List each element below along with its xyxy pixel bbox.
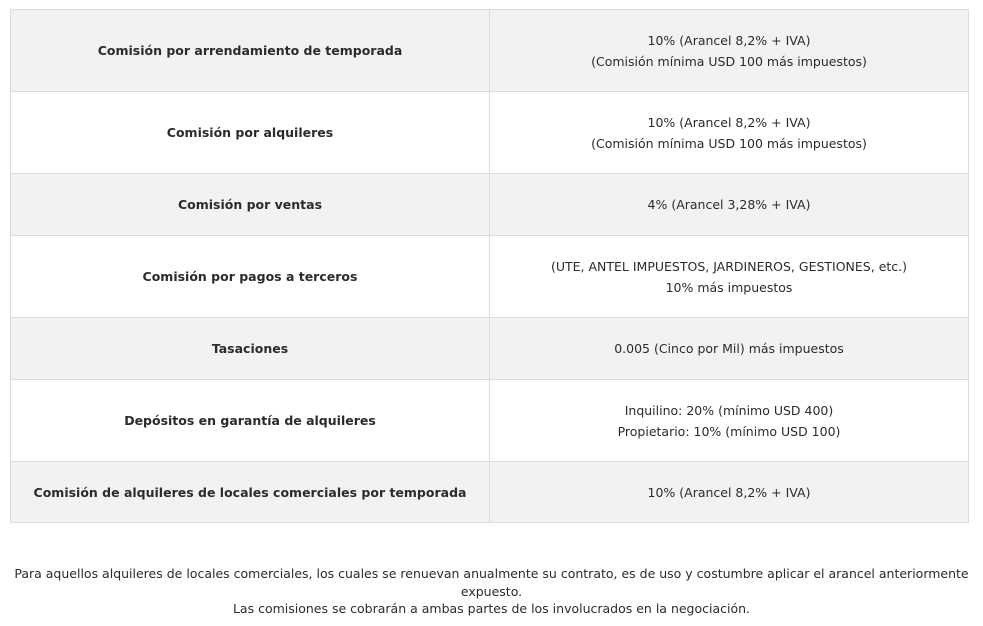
fee-value-line: (Comisión mínima USD 100 más impuestos) (591, 53, 867, 69)
table-row (11, 92, 969, 174)
fee-value (490, 462, 969, 523)
fee-value (490, 174, 969, 236)
fee-value-line: 4% (Arancel 3,28% + IVA) (647, 197, 811, 212)
table-row (11, 10, 969, 92)
fee-label: Comisión por pagos a terceros (11, 236, 490, 318)
fee-value-line: 10% (Arancel 8,2% + IVA) (647, 484, 811, 500)
table-row (11, 380, 969, 462)
note-commercial-leases: Para aquellos alquileres de locales comerciales, los cuales se renuevan anualmente su contrato, es de uso y costumbre aplicar el arancel anteriormente expuesto. (14, 566, 969, 599)
table-row (11, 318, 969, 380)
fee-value (490, 380, 969, 462)
fee-value (490, 10, 969, 92)
fees-table (10, 9, 969, 523)
fee-value-line: 10% (Arancel 8,2% + IVA) (647, 114, 811, 130)
note-both-parties: Las comisiones se cobrarán a ambas partes de los involucrados en la negociación. (232, 601, 751, 616)
fee-label: Comisión por arrendamiento de temporada (11, 10, 490, 92)
fee-value-line: (UTE, ANTEL IMPUESTOS, JARDINEROS, GESTIONES, etc.) (550, 258, 908, 274)
fee-label: Comisión por ventas (11, 174, 490, 236)
table-row (11, 174, 969, 236)
table-row (11, 236, 969, 318)
fee-label: Depósitos en garantía de alquileres (11, 380, 490, 462)
fee-label: Tasaciones (11, 318, 490, 380)
fee-value (490, 236, 969, 318)
fee-value-line: 10% (Arancel 8,2% + IVA) (647, 32, 811, 48)
fee-value-line: Propietario: 10% (mínimo USD 100) (617, 423, 841, 439)
fee-value-line: 0.005 (Cinco por Mil) más impuestos (614, 341, 844, 356)
table-row (11, 462, 969, 523)
fee-label: Comisión de alquileres de locales comerciales por temporada (11, 462, 490, 523)
fee-value (490, 318, 969, 380)
fee-value (490, 92, 969, 174)
fee-value-line: (Comisión mínima USD 100 más impuestos) (591, 135, 867, 151)
fee-label: Comisión por alquileres (11, 92, 490, 174)
fee-value-line: Inquilino: 20% (mínimo USD 400) (624, 402, 834, 418)
fee-value-line: 10% más impuestos (665, 279, 793, 295)
